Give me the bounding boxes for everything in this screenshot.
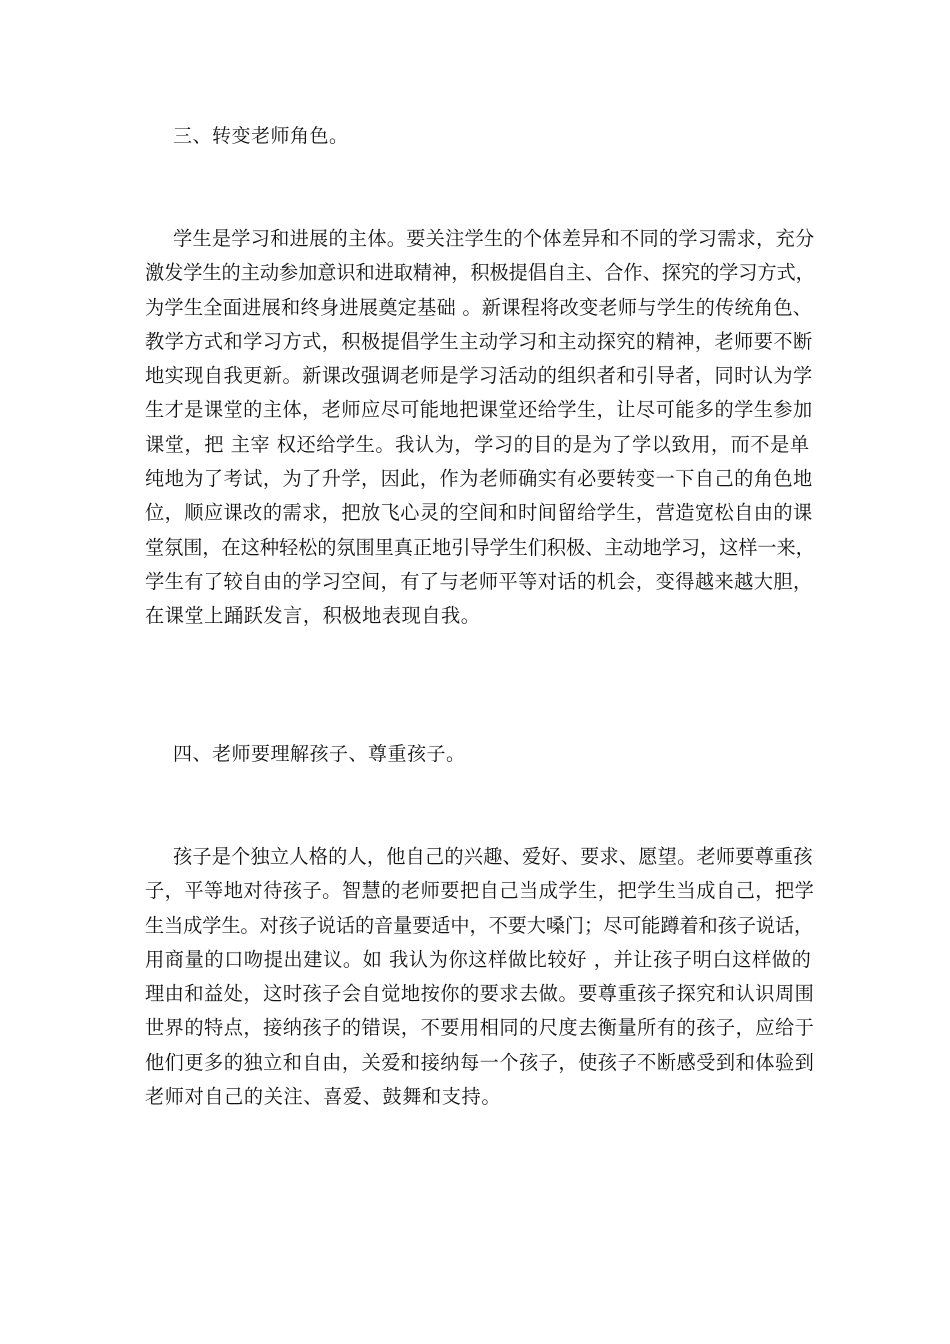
paragraph-line: 生当成学生。对孩子说话的音量要适中，不要大嗓门；尽可能蹲着和孩子说话， — [145, 913, 814, 937]
paragraph-line: 为学生全面进展和终身进展奠定基础 。新课程将改变老师与学生的传统角色、 — [145, 295, 813, 319]
paragraph-line: 子，平等地对待孩子。智慧的老师要把自己当成学生，把学生当成自己，把学 — [145, 879, 815, 903]
paragraph-line: 他们更多的独立和自由，关爱和接纳每一个孩子，使孩子不断感受到和体验到 — [145, 1050, 815, 1074]
paragraph-line: 老师对自己的关注、喜爱、鼓舞和支持。 — [145, 1085, 502, 1109]
paragraph-line: 位，顺应课改的需求，把放飞心灵的空间和时间留给学生，营造宽松自由的课 — [145, 501, 813, 525]
paragraph-line: 纯地为了考试，为了升学，因此，作为老师确实有必要转变一下自己的角色地 — [145, 467, 813, 491]
section-paragraph-3 — [145, 222, 815, 634]
paragraph-line: 学生是学习和进展的主体。要关注学生的个体差异和不同的学习需求，充分 — [173, 227, 815, 250]
paragraph-line: 理由和益处，这时孩子会自觉地按你的要求去做。要尊重孩子探究和认识周围 — [145, 982, 815, 1006]
paragraph-line: 学生有了较自由的学习空间，有了与老师平等对话的机会，变得越来越大胆， — [145, 569, 813, 593]
paragraph-line: 地实现自我更新。新课改强调老师是学习活动的组织者和引导者，同时认为学 — [145, 364, 813, 388]
paragraph-line: 激发学生的主动参加意识和进取精神，积极提倡自主、合作、探究的学习方式， — [145, 261, 815, 285]
paragraph-line: 用商量的口吻提出建议。如 我认为你这样做比较好 ，并让孩子明白这样做的 — [145, 947, 812, 971]
paragraph-line: 在课堂上踊跃发言，积极地表现自我。 — [145, 604, 481, 628]
section-heading-4: 四、老师要理解孩子、尊重孩子。 — [173, 743, 466, 765]
paragraph-line: 孩子是个独立人格的人，他自己的兴趣、爱好、要求、愿望。老师要尊重孩 — [173, 845, 813, 868]
paragraph-line: 堂氛围，在这种轻松的氛围里真正地引导学生们积极、主动地学习，这样一来， — [145, 535, 815, 559]
paragraph-line: 课堂，把 主宰 权还给学生。我认为，学习的目的是为了学以致用，而不是单 — [145, 432, 810, 456]
section-paragraph-4 — [145, 840, 815, 1114]
paragraph-line: 生才是课堂的主体，老师应尽可能地把课堂还给学生，让尽可能多的学生参加 — [145, 398, 813, 422]
section-heading-3: 三、转变老师角色。 — [173, 125, 349, 147]
paragraph-line: 世界的特点，接纳孩子的错误，不要用相同的尺度去衡量所有的孩子，应给于 — [145, 1016, 815, 1040]
paragraph-line: 教学方式和学习方式，积极提倡学生主动学习和主动探究的精神，老师要不断 — [145, 329, 813, 353]
